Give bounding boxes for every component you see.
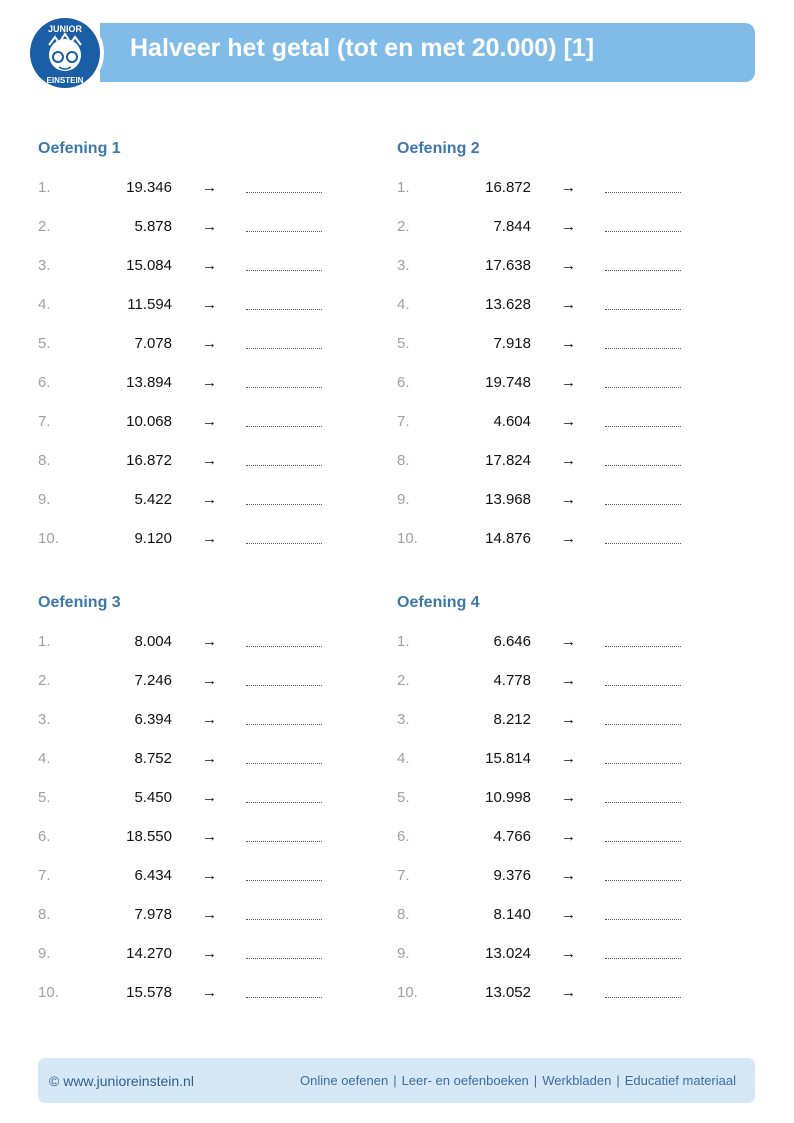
section-heading: Oefening 4 — [397, 594, 480, 611]
item-number: 9. — [38, 491, 51, 508]
number-to-halve: 9.376 — [493, 867, 531, 884]
exercise-section-1 — [38, 140, 378, 547]
arrow-icon: → — [202, 374, 217, 391]
answer-line[interactable] — [246, 387, 322, 388]
item-number: 6. — [397, 828, 410, 845]
item-number: 1. — [397, 179, 410, 196]
number-to-halve: 6.394 — [134, 711, 172, 728]
item-number: 3. — [38, 257, 51, 274]
item-number: 5. — [38, 789, 51, 806]
exercise-row — [397, 491, 737, 511]
answer-line[interactable] — [605, 231, 681, 232]
exercise-row — [397, 530, 737, 550]
item-number: 8. — [38, 452, 51, 469]
exercise-row — [397, 672, 737, 692]
arrow-icon: → — [561, 452, 576, 469]
item-number: 2. — [38, 218, 51, 235]
item-number: 3. — [397, 711, 410, 728]
item-number: 5. — [38, 335, 51, 352]
arrow-icon: → — [202, 984, 217, 1001]
answer-line[interactable] — [246, 646, 322, 647]
exercise-row — [397, 633, 737, 653]
arrow-icon: → — [561, 711, 576, 728]
arrow-icon: → — [561, 828, 576, 845]
exercise-row — [38, 335, 378, 355]
arrow-icon: → — [202, 491, 217, 508]
item-number: 4. — [397, 296, 410, 313]
number-to-halve: 7.246 — [134, 672, 172, 689]
arrow-icon: → — [202, 828, 217, 845]
number-to-halve: 16.872 — [126, 452, 172, 469]
number-to-halve: 18.550 — [126, 828, 172, 845]
section-heading: Oefening 2 — [397, 140, 480, 157]
answer-line[interactable] — [605, 724, 681, 725]
number-to-halve: 7.844 — [493, 218, 531, 235]
number-to-halve: 7.078 — [134, 335, 172, 352]
exercise-row — [397, 984, 737, 1004]
number-to-halve: 5.422 — [134, 491, 172, 508]
answer-line[interactable] — [246, 919, 322, 920]
arrow-icon: → — [561, 491, 576, 508]
answer-line[interactable] — [246, 685, 322, 686]
number-to-halve: 19.748 — [485, 374, 531, 391]
exercise-row — [397, 906, 737, 926]
section-heading: Oefening 3 — [38, 594, 121, 611]
arrow-icon: → — [561, 984, 576, 1001]
number-to-halve: 11.594 — [127, 296, 172, 313]
exercise-row — [397, 179, 737, 199]
exercise-row — [397, 750, 737, 770]
item-number: 3. — [397, 257, 410, 274]
item-number: 2. — [397, 672, 410, 689]
arrow-icon: → — [202, 413, 217, 430]
answer-line[interactable] — [605, 504, 681, 505]
exercise-row — [38, 711, 378, 731]
page-title: Halveer het getal (tot en met 20.000) [1] — [130, 34, 595, 62]
footer-site-link[interactable]: © www.junioreinstein.nl — [49, 1073, 194, 1089]
arrow-icon: → — [561, 906, 576, 923]
exercise-row — [38, 257, 378, 277]
answer-line[interactable] — [605, 348, 681, 349]
item-number: 7. — [38, 413, 51, 430]
number-to-halve: 6.434 — [134, 867, 172, 884]
exercise-row — [38, 296, 378, 316]
exercise-row — [38, 491, 378, 511]
answer-line[interactable] — [605, 919, 681, 920]
arrow-icon: → — [561, 633, 576, 650]
answer-line[interactable] — [246, 763, 322, 764]
number-to-halve: 10.998 — [485, 789, 531, 806]
number-to-halve: 8.140 — [493, 906, 531, 923]
exercise-section-2 — [397, 140, 737, 547]
item-number: 1. — [38, 179, 51, 196]
number-to-halve: 17.638 — [485, 257, 531, 274]
number-to-halve: 5.450 — [134, 789, 172, 806]
answer-line[interactable] — [246, 309, 322, 310]
item-number: 9. — [397, 945, 410, 962]
answer-line[interactable] — [605, 270, 681, 271]
arrow-icon: → — [202, 906, 217, 923]
exercise-row — [38, 750, 378, 770]
arrow-icon: → — [561, 335, 576, 352]
arrow-icon: → — [561, 296, 576, 313]
exercise-row — [397, 374, 737, 394]
item-number: 6. — [38, 374, 51, 391]
footer-separator: | — [533, 1073, 538, 1088]
answer-line[interactable] — [605, 465, 681, 466]
number-to-halve: 6.646 — [493, 633, 531, 650]
number-to-halve: 13.894 — [126, 374, 172, 391]
answer-line[interactable] — [605, 997, 681, 998]
answer-line[interactable] — [605, 646, 681, 647]
item-number: 4. — [38, 296, 51, 313]
exercise-row — [38, 828, 378, 848]
exercise-row — [38, 945, 378, 965]
number-to-halve: 9.120 — [134, 530, 172, 547]
answer-line[interactable] — [246, 724, 322, 725]
number-to-halve: 19.346 — [126, 179, 172, 196]
footer-link-werkbladen[interactable]: Werkbladen — [542, 1073, 612, 1088]
arrow-icon: → — [561, 374, 576, 391]
answer-line[interactable] — [605, 426, 681, 427]
item-number: 5. — [397, 335, 410, 352]
number-to-halve: 4.778 — [493, 672, 531, 689]
svg-text:EINSTEIN: EINSTEIN — [46, 76, 84, 85]
exercise-row — [38, 789, 378, 809]
exercise-row — [397, 828, 737, 848]
item-number: 2. — [397, 218, 410, 235]
footer — [38, 1058, 755, 1103]
answer-line[interactable] — [246, 426, 322, 427]
exercise-row — [397, 413, 737, 433]
item-number: 8. — [38, 906, 51, 923]
arrow-icon: → — [561, 413, 576, 430]
arrow-icon: → — [561, 179, 576, 196]
exercise-row — [397, 711, 737, 731]
exercise-row — [38, 530, 378, 550]
arrow-icon: → — [202, 530, 217, 547]
exercise-row — [38, 867, 378, 887]
item-number: 4. — [38, 750, 51, 767]
number-to-halve: 15.578 — [126, 984, 172, 1001]
answer-line[interactable] — [246, 504, 322, 505]
number-to-halve: 14.270 — [126, 945, 172, 962]
exercise-row — [397, 867, 737, 887]
item-number: 2. — [38, 672, 51, 689]
exercise-row — [38, 906, 378, 926]
exercise-row — [38, 413, 378, 433]
number-to-halve: 17.824 — [485, 452, 531, 469]
answer-line[interactable] — [246, 270, 322, 271]
arrow-icon: → — [202, 296, 217, 313]
answer-line[interactable] — [605, 309, 681, 310]
footer-link-educatief-materiaal[interactable]: Educatief materiaal — [624, 1073, 736, 1088]
answer-line[interactable] — [605, 841, 681, 842]
exercise-row — [38, 452, 378, 472]
footer-separator: | — [393, 1073, 397, 1088]
answer-line[interactable] — [605, 958, 681, 959]
item-number: 3. — [38, 711, 51, 728]
answer-line[interactable] — [605, 387, 681, 388]
item-number: 7. — [397, 867, 410, 884]
footer-link-leer-en-oefenboeken[interactable]: Leer- en oefenboeken — [401, 1073, 529, 1088]
number-to-halve: 13.024 — [485, 945, 531, 962]
item-number: 9. — [397, 491, 410, 508]
number-to-halve: 13.628 — [485, 296, 531, 313]
item-number: 9. — [38, 945, 51, 962]
exercise-row — [397, 945, 737, 965]
arrow-icon: → — [561, 750, 576, 767]
arrow-icon: → — [202, 218, 217, 235]
arrow-icon: → — [202, 711, 217, 728]
exercise-section-4 — [397, 594, 737, 1001]
answer-line[interactable] — [246, 543, 322, 544]
exercise-row — [38, 633, 378, 653]
item-number: 10. — [38, 530, 59, 547]
arrow-icon: → — [202, 179, 217, 196]
answer-line[interactable] — [246, 841, 322, 842]
answer-line[interactable] — [246, 997, 322, 998]
number-to-halve: 8.752 — [134, 750, 172, 767]
exercise-row — [38, 984, 378, 1004]
arrow-icon: → — [561, 867, 576, 884]
arrow-icon: → — [202, 672, 217, 689]
number-to-halve: 13.968 — [485, 491, 531, 508]
item-number: 1. — [38, 633, 51, 650]
exercise-row — [397, 789, 737, 809]
answer-line[interactable] — [605, 880, 681, 881]
answer-line[interactable] — [246, 958, 322, 959]
number-to-halve: 4.766 — [493, 828, 531, 845]
exercise-row — [397, 218, 737, 238]
arrow-icon: → — [561, 218, 576, 235]
exercise-row — [397, 257, 737, 277]
footer-separator: | — [616, 1073, 620, 1088]
answer-line[interactable] — [605, 543, 681, 544]
number-to-halve: 7.918 — [493, 335, 531, 352]
answer-line[interactable] — [246, 802, 322, 803]
arrow-icon: → — [202, 335, 217, 352]
number-to-halve: 5.878 — [134, 218, 172, 235]
item-number: 6. — [397, 374, 410, 391]
item-number: 10. — [38, 984, 59, 1001]
answer-line[interactable] — [605, 192, 681, 193]
answer-line[interactable] — [605, 685, 681, 686]
number-to-halve: 14.876 — [485, 530, 531, 547]
answer-line[interactable] — [605, 802, 681, 803]
arrow-icon: → — [561, 672, 576, 689]
answer-line[interactable] — [605, 763, 681, 764]
number-to-halve: 15.814 — [485, 750, 531, 767]
arrow-icon: → — [561, 945, 576, 962]
number-to-halve: 8.212 — [493, 711, 531, 728]
item-number: 6. — [38, 828, 51, 845]
exercise-row — [38, 672, 378, 692]
svg-text:JUNIOR: JUNIOR — [47, 24, 83, 34]
arrow-icon: → — [561, 789, 576, 806]
footer-link-online-oefenen[interactable]: Online oefenen — [300, 1073, 389, 1088]
answer-line[interactable] — [246, 465, 322, 466]
arrow-icon: → — [202, 789, 217, 806]
number-to-halve: 4.604 — [493, 413, 531, 430]
number-to-halve: 15.084 — [126, 257, 172, 274]
number-to-halve: 13.052 — [485, 984, 531, 1001]
exercise-section-3 — [38, 594, 378, 1001]
number-to-halve: 8.004 — [134, 633, 172, 650]
item-number: 8. — [397, 452, 410, 469]
exercise-row — [397, 335, 737, 355]
number-to-halve: 7.978 — [134, 906, 172, 923]
item-number: 7. — [397, 413, 410, 430]
arrow-icon: → — [202, 633, 217, 650]
item-number: 10. — [397, 984, 418, 1001]
arrow-icon: → — [561, 530, 576, 547]
item-number: 7. — [38, 867, 51, 884]
exercise-row — [38, 374, 378, 394]
section-heading: Oefening 1 — [38, 140, 121, 157]
exercise-row — [38, 218, 378, 238]
item-number: 8. — [397, 906, 410, 923]
item-number: 1. — [397, 633, 410, 650]
exercise-row — [38, 179, 378, 199]
arrow-icon: → — [202, 750, 217, 767]
arrow-icon: → — [202, 257, 217, 274]
item-number: 4. — [397, 750, 410, 767]
arrow-icon: → — [202, 945, 217, 962]
arrow-icon: → — [561, 257, 576, 274]
number-to-halve: 16.872 — [485, 179, 531, 196]
exercise-row — [397, 452, 737, 472]
answer-line[interactable] — [246, 231, 322, 232]
arrow-icon: → — [202, 452, 217, 469]
answer-line[interactable] — [246, 880, 322, 881]
number-to-halve: 10.068 — [126, 413, 172, 430]
junior-einstein-logo — [26, 14, 104, 92]
footer-links — [300, 1073, 736, 1088]
exercise-row — [397, 296, 737, 316]
item-number: 5. — [397, 789, 410, 806]
item-number: 10. — [397, 530, 418, 547]
arrow-icon: → — [202, 867, 217, 884]
answer-line[interactable] — [246, 348, 322, 349]
answer-line[interactable] — [246, 192, 322, 193]
